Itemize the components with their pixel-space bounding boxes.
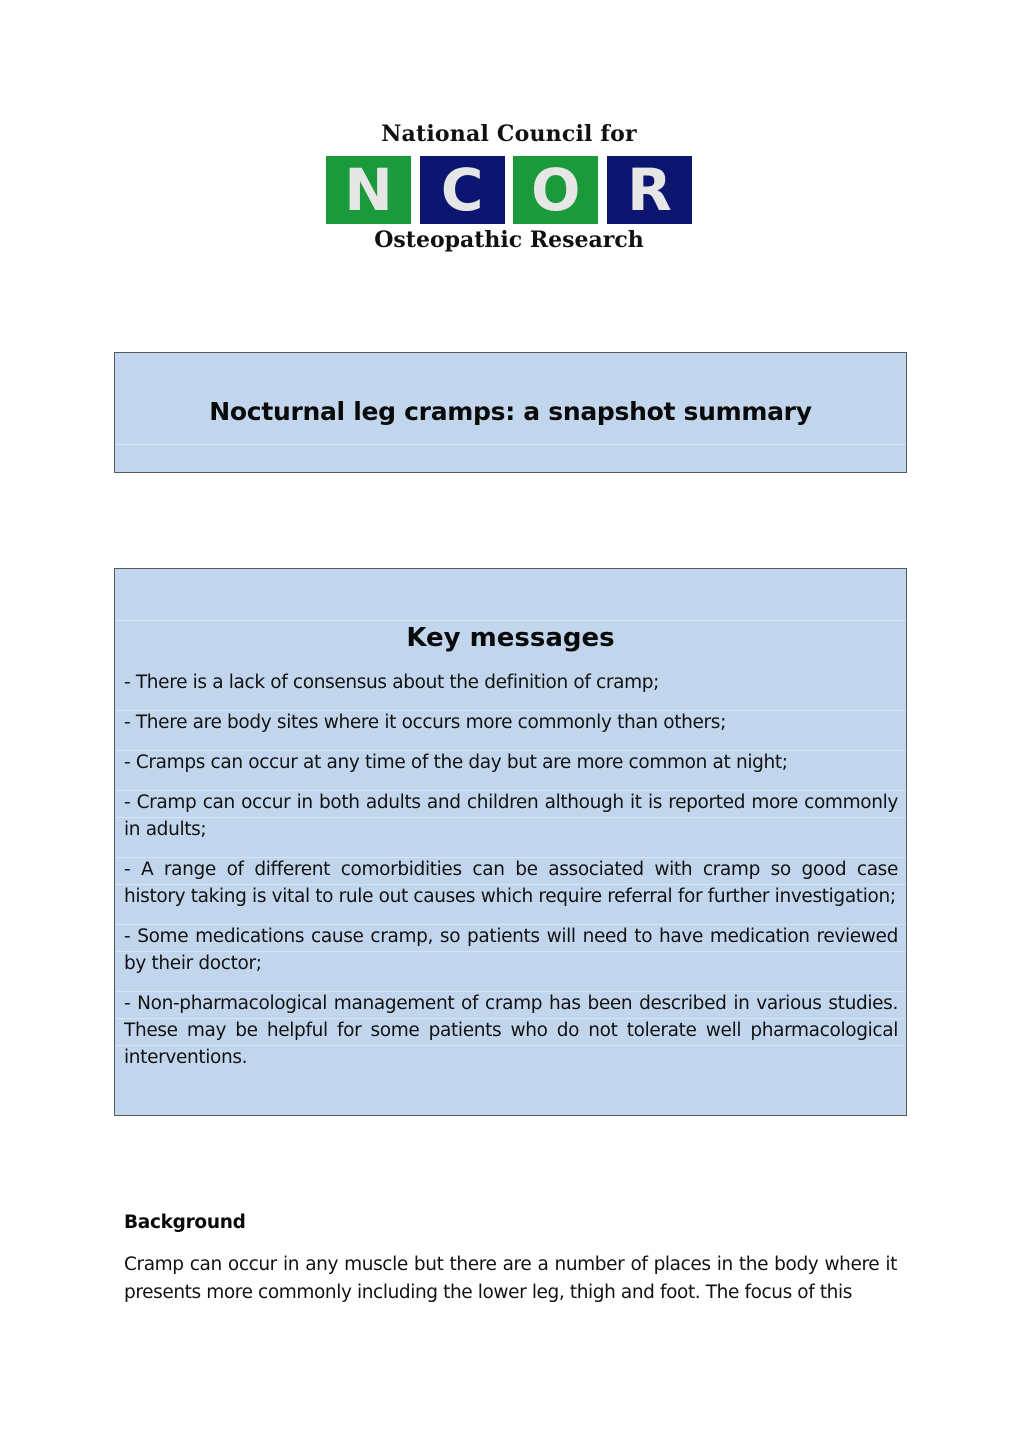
key-box-divider [115, 710, 906, 711]
key-message-item: - A range of different comorbidities can be associated with cramp so good case history taking is vital to rule out causes which require referral for further investigation; [124, 859, 898, 907]
key-message-item: - Non-pharmacological management of cramp has been described in various studies. These may be helpful for some patients who do not tolerate well pharmacological interventions. [124, 993, 898, 1068]
logo-letter-o: O [513, 156, 598, 224]
key-message-item: - Cramps can occur at any time of the day but are more common at night; [124, 752, 788, 773]
key-box-divider [115, 991, 906, 992]
key-messages-list [124, 669, 898, 1084]
logo-letter-boxes [326, 156, 692, 224]
logo-letter-r: R [607, 156, 692, 224]
key-message-item: - There is a lack of consensus about the definition of cramp; [124, 672, 660, 693]
title-box [114, 352, 907, 473]
key-messages-box [114, 568, 907, 1116]
background-heading: Background [124, 1212, 246, 1233]
key-box-divider [115, 951, 906, 952]
logo-top-text: National Council for [381, 121, 637, 147]
key-box-divider [115, 790, 906, 791]
key-messages-heading: Key messages [406, 623, 615, 653]
logo-letter-n: N [326, 156, 411, 224]
background-paragraph: Cramp can occur in any muscle but there are a number of places in the body where it presents more commonly including the lower leg, thigh and foot. The focus of this [124, 1254, 897, 1303]
key-box-divider [115, 750, 906, 751]
key-box-divider [115, 857, 906, 858]
logo-bottom-text: Osteopathic Research [374, 227, 644, 253]
key-message-item: - There are body sites where it occurs more commonly than others; [124, 712, 726, 733]
title-box-divider [115, 444, 906, 445]
key-box-divider [115, 924, 906, 925]
key-box-divider [115, 1045, 906, 1046]
key-message-item: - Some medications cause cramp, so patients will need to have medication reviewed by their doctor; [124, 926, 898, 974]
key-box-divider [115, 1018, 906, 1019]
key-message-item: - Cramp can occur in both adults and children although it is reported more commonly in adults; [124, 792, 898, 840]
key-box-divider [115, 884, 906, 885]
key-box-divider [115, 817, 906, 818]
document-title: Nocturnal leg cramps: a snapshot summary [209, 397, 812, 426]
logo-letter-c: C [420, 156, 505, 224]
ncor-logo [326, 120, 692, 260]
